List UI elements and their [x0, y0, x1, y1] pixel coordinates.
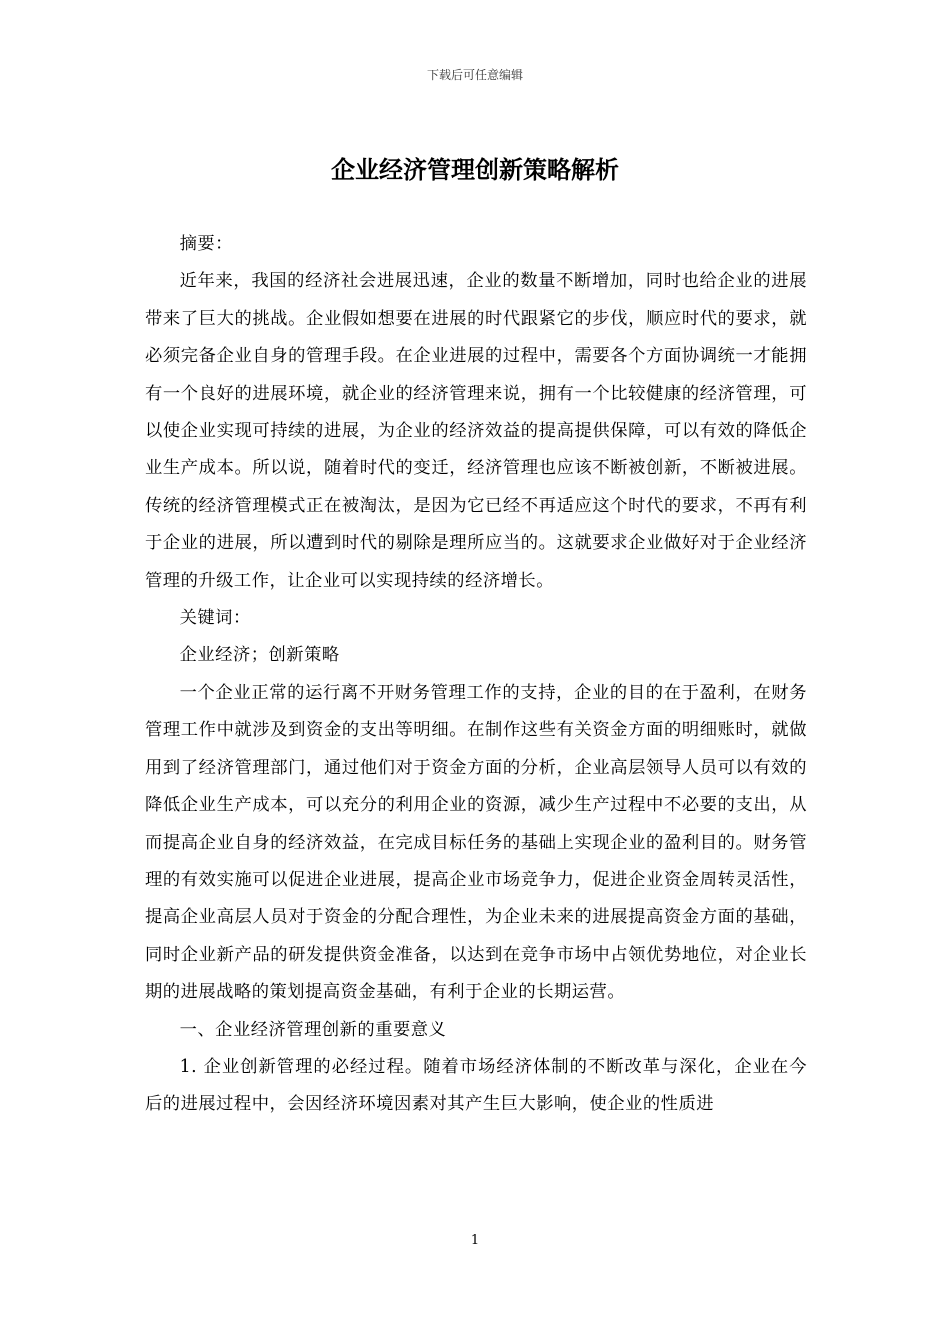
section-paragraph: 1. 企业创新管理的必经过程。随着市场经济体制的不断改革与深化，企业在今后的进展过程中，会因经济环境因素对其产生巨大影响，使企业的性质进	[145, 1056, 807, 1115]
page-number: 1	[470, 1233, 480, 1248]
section-heading: 一、企业经济管理创新的重要意义	[179, 1019, 447, 1040]
document-title: 企业经济管理创新策略解析	[331, 155, 619, 184]
header-note: 下载后可任意编辑	[426, 68, 523, 82]
keywords-paragraph: 企业经济；创新策略	[179, 645, 340, 666]
keywords-heading: 关键词：	[179, 608, 251, 629]
abstract-heading: 摘要：	[179, 234, 233, 254]
intro-paragraph: 一个企业正常的运行离不开财务管理工作的支持，企业的目的在于盈利，在财务管理工作中就涉及到资金的支出等明细。在制作这些有关资金方面的明细账时，就做用到了经济管理部门，通过他们对于资金方面的分析，企业高层领导人员可以有效的降低企业生产成本，可以充分的利用企业的资源，减少生产过程中不必要的支出，从而提高企业自身的经济效益，在完成目标任务的基础上实现企业的盈利目的。财务管理的有效实施可以促进企业进展，提高企业市场竞争力，促进企业资金周转灵活性，提高企业高层人员对于资金的分配合理性，为企业未来的进展提高资金方面的基础，同时企业新产品的研发提供资金准备，以达到在竞争市场中占领优势地位，对企业长期的进展战略的策划提高资金基础，有利于企业的长期运营。	[145, 682, 807, 1003]
abstract-paragraph: 近年来，我国的经济社会进展迅速，企业的数量不断增加，同时也给企业的进展带来了巨大的挑战。企业假如想要在进展的时代跟紧它的步伐，顺应时代的要求，就必须完备企业自身的管理手段。在企业进展的过程中，需要各个方面协调统一才能拥有一个良好的进展环境，就企业的经济管理来说，拥有一个比较健康的经济管理，可以使企业实现可持续的进展，为企业的经济效益的提高提供保障，可以有效的降低企业生产成本。所以说，随着时代的变迁，经济管理也应该不断被创新，不断被进展。传统的经济管理模式正在被淘汰，是因为它已经不再适应这个时代的要求，不再有利于企业的进展，所以遭到时代的剔除是理所应当的。这就要求企业做好对于企业经济管理的升级工作，让企业可以实现持续的经济增长。	[145, 271, 807, 591]
document-body	[145, 226, 807, 1124]
